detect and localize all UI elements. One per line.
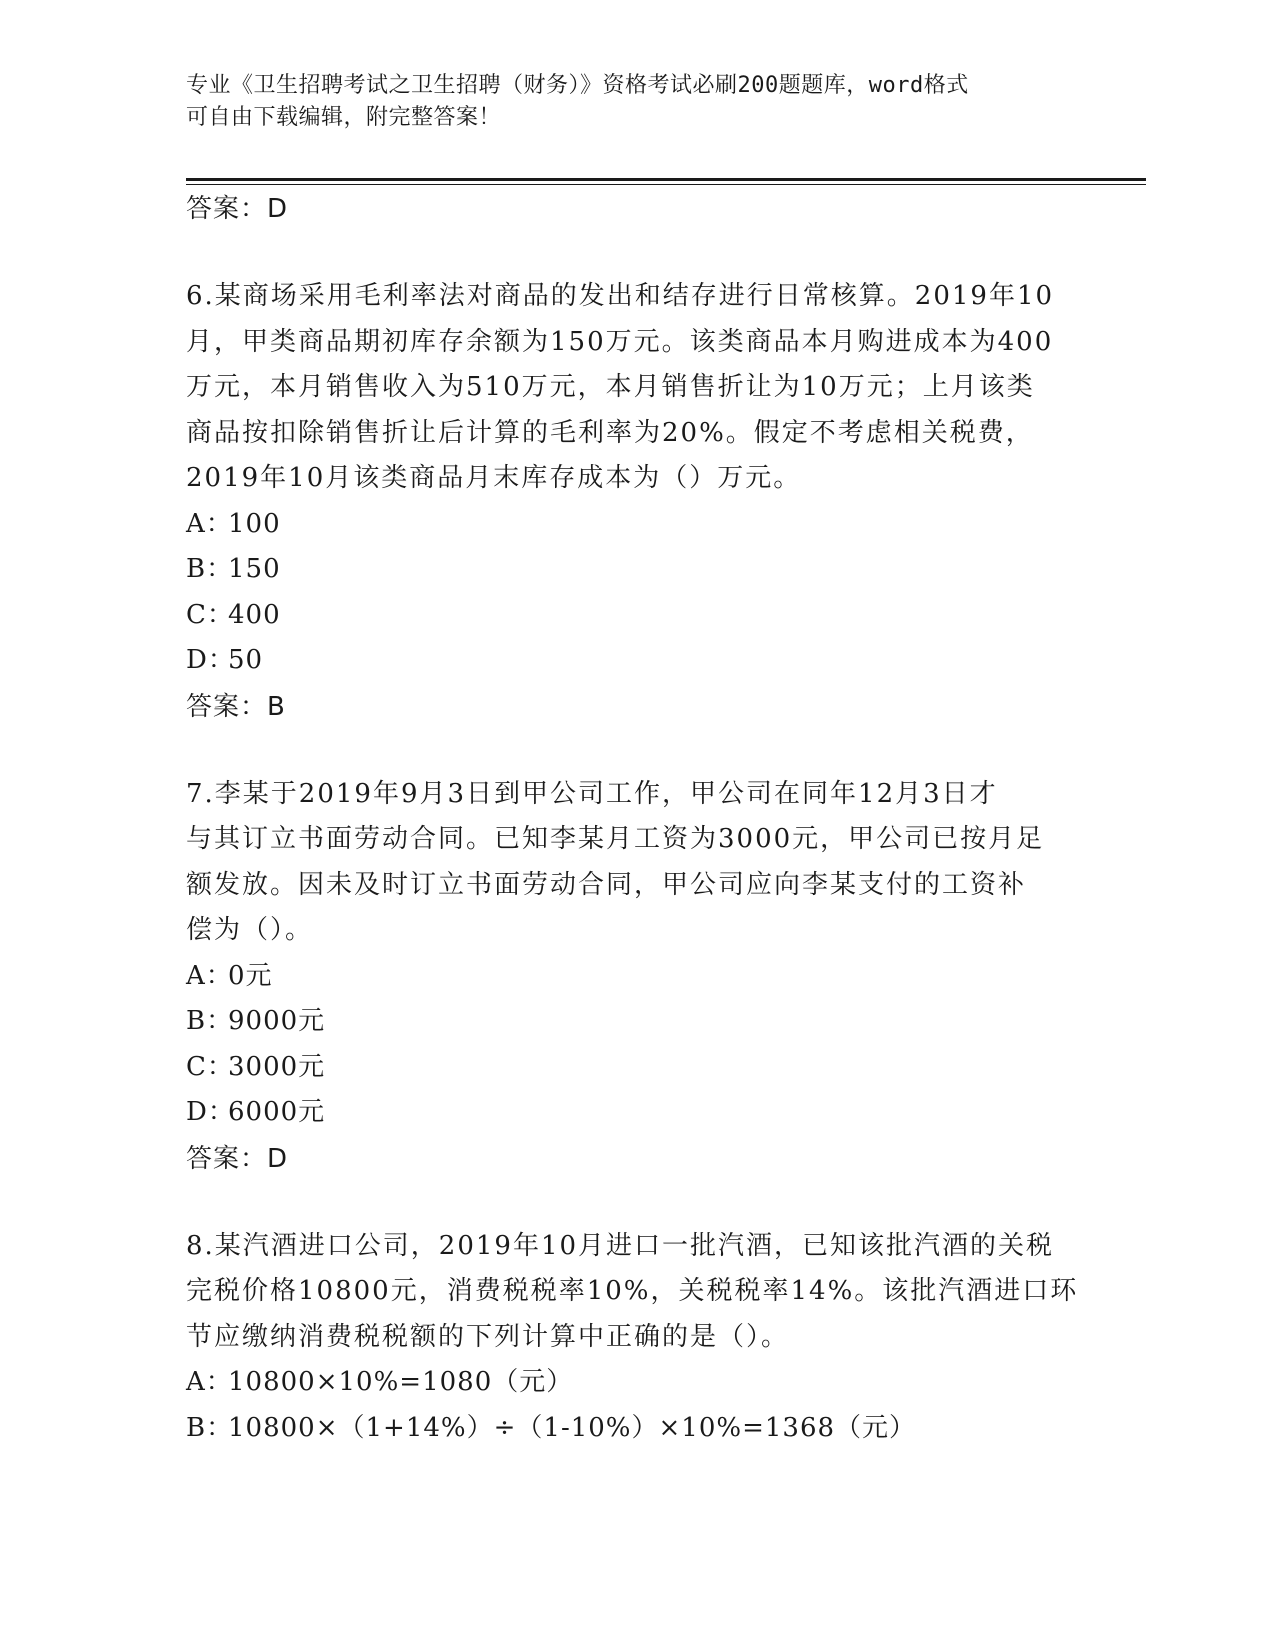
question-7 (186, 772, 1086, 1182)
stem-line: 额发放。因未及时订立书面劳动合同，甲公司应向李某支付的工资补 (186, 869, 1027, 900)
option-d (186, 1090, 1086, 1136)
stem-line: 7.李某于2019年9月3日到甲公司工作，甲公司在同年12月3日才 (186, 778, 998, 809)
header-divider-thick (186, 178, 1146, 181)
stem-line: 2019年10月该类商品月末库存成本为（）万元。 (186, 463, 802, 493)
header-line: 专业《卫生招聘考试之卫生招聘（财务）》资格考试必刷200题题库，word格式 (186, 73, 969, 98)
stem-line: 6.某商场采用毛利率法对商品的发出和结存进行日常核算。2019年10 (186, 281, 1055, 311)
question-stem (186, 274, 1086, 502)
option-key: C： (186, 599, 234, 630)
stem-line: 与其订立书面劳动合同。已知李某月工资为3000元，甲公司已按月足 (186, 824, 1045, 854)
option-key: A： (186, 960, 233, 991)
option-b (186, 547, 1086, 593)
option-key: D： (186, 645, 235, 675)
option-text: 10800×10%=1080（元） (228, 1367, 574, 1397)
question-8 (186, 1224, 1086, 1452)
option-a (186, 1360, 1086, 1406)
option-key: B： (186, 1412, 234, 1443)
option-text: 6000元 (228, 1097, 326, 1127)
stem-line: 完税价格10800元，消费税税率10%，关税税率14%。该批汽酒进口环 (186, 1276, 1079, 1306)
option-text: 3000元 (228, 1051, 326, 1082)
option-a (186, 502, 1086, 548)
stem-line: 万元，本月销售收入为510万元，本月销售折让为10万元；上月该类 (186, 372, 1035, 402)
stem-line: 偿为（）。 (186, 915, 314, 945)
question-stem (186, 772, 1086, 954)
option-key: A： (186, 508, 233, 539)
question-6 (186, 274, 1086, 730)
option-text: 9000元 (228, 1006, 326, 1036)
option-a (186, 954, 1086, 1000)
option-key: A： (186, 1367, 233, 1397)
stem-line: 月，甲类商品期初库存余额为150万元。该类商品本月购进成本为400 (186, 326, 1054, 357)
stem-line: 商品按扣除销售折让后计算的毛利率为20%。假定不考虑相关税费， (186, 417, 1034, 448)
option-text: 50 (228, 645, 264, 675)
option-b (186, 999, 1086, 1045)
stem-line: 节应缴纳消费税税额的下列计算中正确的是（）。 (186, 1321, 790, 1352)
stem-line: 8.某汽酒进口公司，2019年10月进口一批汽酒，已知该批汽酒的关税 (186, 1230, 1055, 1261)
option-c (186, 1045, 1086, 1091)
previous-answer: 答案：D (186, 194, 289, 224)
header-divider-thin (186, 184, 1146, 185)
option-text: 150 (228, 554, 281, 584)
question-answer: 答案：D (186, 1143, 289, 1174)
option-text: 10800×（1+14%）÷（1-10%）×10%=1368（元） (228, 1412, 917, 1443)
option-b (186, 1406, 1086, 1452)
option-key: D： (186, 1097, 235, 1127)
option-d (186, 638, 1086, 684)
option-key: B： (186, 554, 234, 584)
question-stem (186, 1224, 1086, 1361)
option-text: 400 (228, 599, 281, 630)
option-text: 0元 (228, 960, 273, 991)
option-key: C： (186, 1051, 234, 1082)
option-key: B： (186, 1006, 234, 1036)
option-text: 100 (228, 508, 281, 539)
option-c (186, 593, 1086, 639)
header-line: 可自由下载编辑，附完整答案！ (186, 105, 502, 130)
document-body (186, 186, 1086, 1451)
question-answer: 答案：B (186, 691, 286, 722)
page-header (186, 70, 1066, 134)
